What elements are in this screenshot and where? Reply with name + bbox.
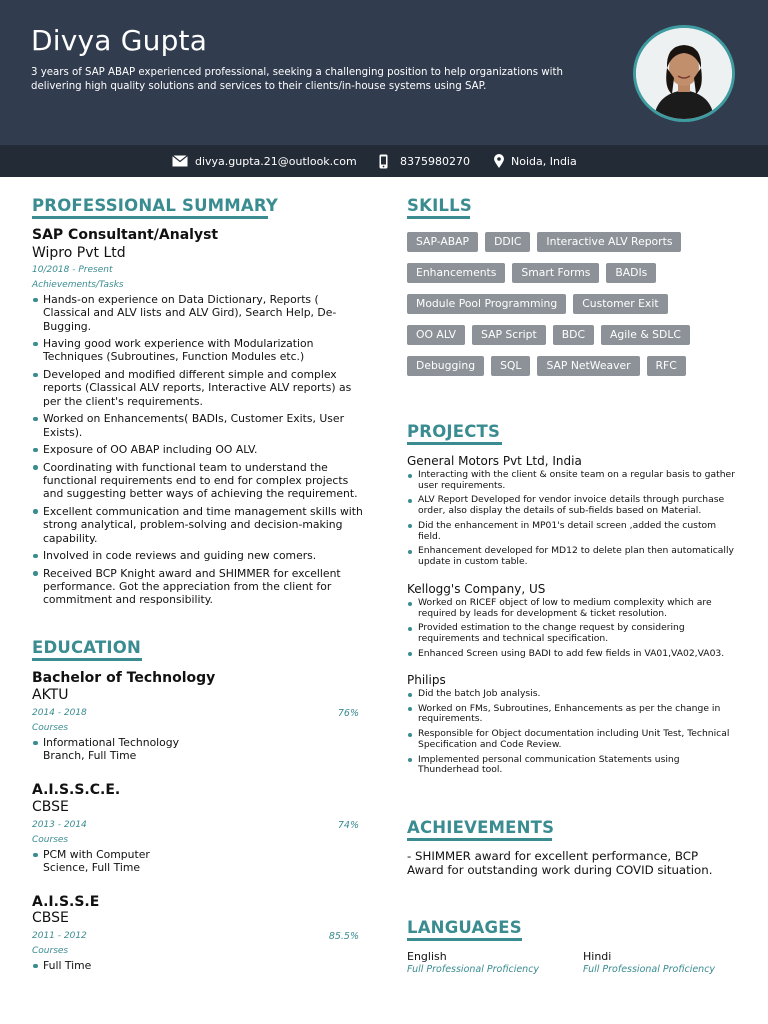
courses-list — [32, 959, 192, 977]
resume-header — [0, 0, 768, 145]
education-score: 85.5% — [328, 931, 359, 942]
languages-heading: LANGUAGES — [407, 918, 522, 937]
email-text: divya.gupta.21@outlook.com — [195, 154, 357, 168]
candidate-name: Divya Gupta — [31, 24, 208, 57]
achievements-text: - SHIMMER award for excellent performance, BCP Award for outstanding work during COVID situation. — [407, 849, 713, 877]
skill-tag: DDIC — [485, 232, 530, 252]
list-item: ALV Report Developed for vendor invoice details through purchase order, also display the details of sub-fields based on Material. — [407, 495, 737, 516]
envelope-icon — [172, 155, 188, 167]
courses-label: Courses — [32, 946, 69, 956]
education-dates: 2013 - 2014 — [32, 820, 87, 830]
list-item: Responsible for Object documentation including Unit Test, Technical Specification and Code Review. — [407, 729, 737, 750]
education-heading: EDUCATION — [32, 638, 141, 657]
list-item: Enhanced Screen using BADI to add few fields in VA01,VA02,VA03. — [407, 649, 737, 660]
header-summary: 3 years of SAP ABAP experienced professional, seeking a challenging position to help organizations with delivering high quality solutions and services to their clients/in-house systems using SAP. — [31, 67, 563, 92]
courses-list — [32, 736, 192, 767]
courses-label: Courses — [32, 723, 69, 733]
education-score: 76% — [337, 708, 359, 719]
phone-icon — [379, 154, 388, 169]
skill-tag: BDC — [553, 325, 594, 345]
list-item: Provided estimation to the change request by considering requirements and technical specification. — [407, 623, 737, 644]
contact-location — [494, 145, 577, 177]
list-item: Full Time — [32, 959, 192, 972]
phone-text: 8375980270 — [400, 154, 470, 168]
section-underline — [407, 838, 552, 841]
list-item: Did the enhancement in MP01's detail screen ,added the custom field. — [407, 521, 737, 542]
list-item: Worked on FMs, Subroutines, Enhancements as per the change in requirements. — [407, 704, 737, 725]
list-item: Involved in code reviews and guiding new comers. — [32, 549, 367, 562]
education-school: CBSE — [32, 910, 69, 926]
skill-tag: Customer Exit — [573, 294, 667, 314]
skill-tag: Module Pool Programming — [407, 294, 566, 314]
project-bullet-list — [407, 598, 737, 664]
professional-summary-heading: PROFESSIONAL SUMMARY — [32, 196, 279, 215]
list-item: Developed and modified different simple and complex reports (Classical ALV reports, Interactive ALV reports) as per the client's requirements. — [32, 368, 367, 408]
section-underline — [32, 216, 268, 219]
skill-tag: SAP NetWeaver — [537, 356, 639, 376]
list-item: Enhancement developed for MD12 to delete plan then automatically update in custom table. — [407, 546, 737, 567]
education-dates: 2014 - 2018 — [32, 708, 87, 718]
skill-tag: BADIs — [606, 263, 656, 283]
list-item: Excellent communication and time management skills with strong analytical, problem-solving and decision-making capability. — [32, 505, 367, 545]
list-item: Received BCP Knight award and SHIMMER for excellent performance. Got the appreciation from the client for commitment and responsibility. — [32, 567, 367, 607]
skills-tag-list — [407, 232, 727, 376]
achievements-heading: ACHIEVEMENTS — [407, 818, 555, 837]
skill-tag: Interactive ALV Reports — [537, 232, 681, 252]
courses-list — [32, 848, 162, 879]
skill-tag: Debugging — [407, 356, 484, 376]
profile-photo — [633, 25, 735, 122]
skill-tag: Smart Forms — [512, 263, 599, 283]
section-underline — [407, 938, 522, 941]
list-item: Informational Technology Branch, Full Time — [32, 736, 192, 763]
skill-tag: SAP Script — [472, 325, 546, 345]
job-dates: 10/2018 - Present — [32, 265, 113, 275]
contact-phone[interactable] — [379, 145, 470, 177]
education-degree: Bachelor of Technology — [32, 670, 216, 686]
list-item: PCM with Computer Science, Full Time — [32, 848, 162, 875]
projects-heading: PROJECTS — [407, 422, 501, 441]
skill-tag: OO ALV — [407, 325, 465, 345]
map-pin-icon — [494, 154, 504, 168]
education-dates: 2011 - 2012 — [32, 931, 87, 941]
list-item: Did the batch Job analysis. — [407, 689, 737, 700]
project-name: Kellogg's Company, US — [407, 582, 546, 596]
list-item: Interacting with the client & onsite team on a regular basis to gather user requirements. — [407, 470, 737, 491]
project-bullet-list — [407, 689, 737, 780]
section-underline — [407, 442, 502, 445]
skill-tag: RFC — [647, 356, 686, 376]
contact-bar — [0, 145, 768, 177]
education-score: 74% — [337, 820, 359, 831]
language-name: English — [407, 950, 447, 963]
education-degree: A.I.S.S.E — [32, 894, 100, 910]
skills-heading: SKILLS — [407, 196, 472, 215]
education-degree: A.I.S.S.C.E. — [32, 782, 121, 798]
skill-tag: Agile & SDLC — [601, 325, 690, 345]
location-text: Noida, India — [511, 154, 577, 168]
company-name: Wipro Pvt Ltd — [32, 245, 126, 261]
skill-tag: Enhancements — [407, 263, 505, 283]
skill-tag: SQL — [491, 356, 530, 376]
project-bullet-list — [407, 470, 737, 572]
list-item: Exposure of OO ABAP including OO ALV. — [32, 443, 367, 456]
language-name: Hindi — [583, 950, 612, 963]
project-name: Philips — [407, 673, 446, 687]
job-title: SAP Consultant/Analyst — [32, 227, 219, 243]
list-item: Hands-on experience on Data Dictionary, Reports ( Classical and ALV lists and ALV Gird), Search Help, De-Bugging. — [32, 293, 367, 333]
language-level: Full Professional Proficiency — [583, 964, 716, 975]
list-item: Worked on RICEF object of low to medium complexity which are required by leads for development & ticket resolution. — [407, 598, 737, 619]
summary-bullet-list — [32, 293, 367, 611]
list-item: Coordinating with functional team to understand the functional requirements end to end for complex projects and suggesting better ways of achieving the requirement. — [32, 461, 367, 501]
list-item: Having good work experience with Modularization Techniques (Subroutines, Function Modules etc.) — [32, 337, 367, 364]
education-school: CBSE — [32, 799, 69, 815]
list-item: Implemented personal communication Statements using Thunderhead tool. — [407, 755, 737, 776]
section-underline — [32, 658, 142, 661]
list-item: Worked on Enhancements( BADIs, Customer Exits, User Exists). — [32, 412, 367, 439]
skill-tag: SAP-ABAP — [407, 232, 478, 252]
achievements-label: Achievements/Tasks — [32, 280, 124, 290]
contact-email[interactable] — [172, 145, 357, 177]
section-underline — [407, 216, 470, 219]
language-level: Full Professional Proficiency — [407, 964, 540, 975]
education-school: AKTU — [32, 687, 69, 703]
courses-label: Courses — [32, 835, 69, 845]
project-name: General Motors Pvt Ltd, India — [407, 454, 582, 468]
